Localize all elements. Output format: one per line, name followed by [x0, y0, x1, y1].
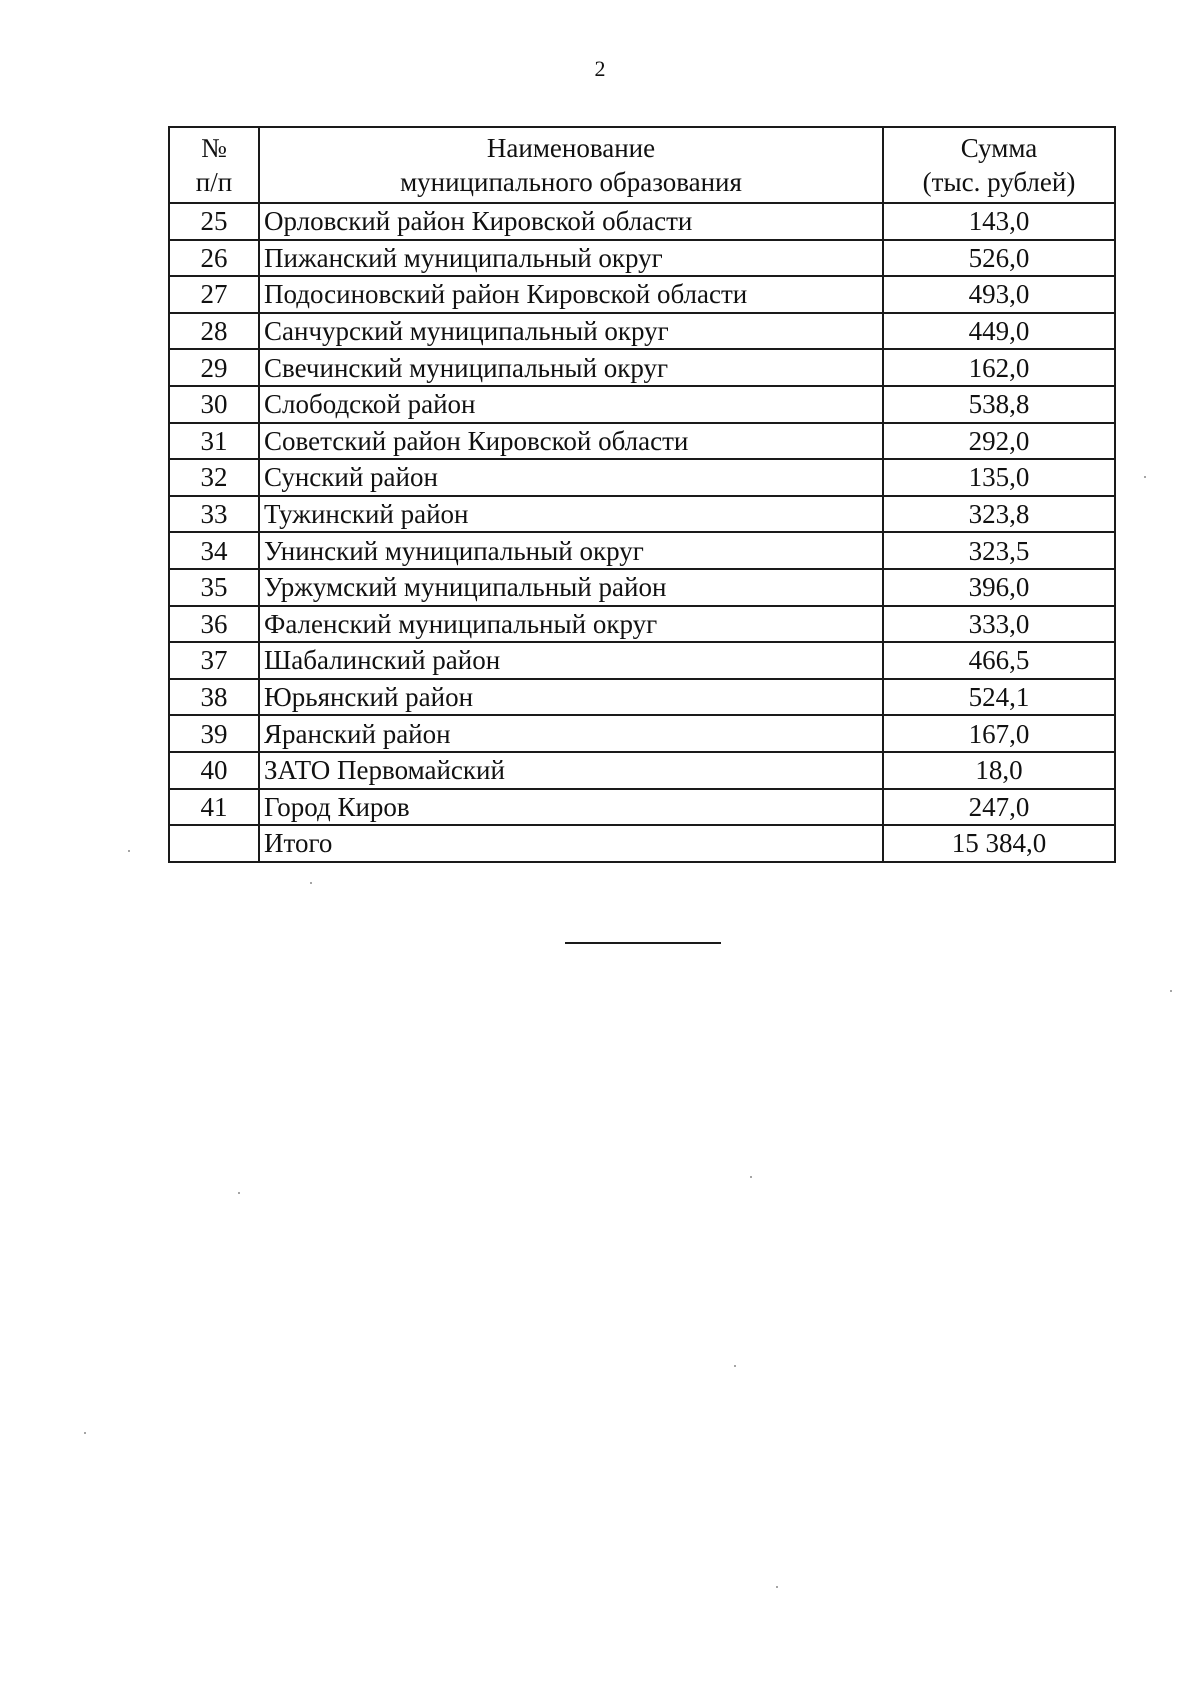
- row-name: Орловский район Кировской области: [259, 203, 883, 240]
- table-row: [169, 349, 1115, 386]
- table-row: [169, 496, 1115, 533]
- row-number: 40: [169, 752, 259, 789]
- table-row: [169, 423, 1115, 460]
- total-row: [169, 825, 1115, 862]
- row-number: 25: [169, 203, 259, 240]
- row-sum: 323,5: [883, 532, 1115, 569]
- row-name: Сунский район: [259, 459, 883, 496]
- header-name-line-1: Наименование: [486, 133, 656, 163]
- header-sum-line-1: Сумма: [960, 133, 1038, 163]
- table-row: [169, 679, 1115, 716]
- row-number: 29: [169, 349, 259, 386]
- row-name: Пижанский муниципальный округ: [259, 240, 883, 277]
- row-sum: 167,0: [883, 715, 1115, 752]
- row-name: Яранский район: [259, 715, 883, 752]
- total-label: Итого: [259, 825, 883, 862]
- row-sum: 247,0: [883, 789, 1115, 826]
- row-number: 37: [169, 642, 259, 679]
- table-header: [169, 127, 1115, 203]
- scan-speck: [238, 1192, 240, 1194]
- row-number: 35: [169, 569, 259, 606]
- row-number: 36: [169, 606, 259, 643]
- row-sum: 449,0: [883, 313, 1115, 350]
- row-name: Подосиновский район Кировской области: [259, 276, 883, 313]
- header-name: [259, 127, 883, 203]
- table-row: [169, 606, 1115, 643]
- table-row: [169, 752, 1115, 789]
- allocation-table: [168, 126, 1116, 863]
- table-body: [169, 203, 1115, 862]
- scan-speck: [84, 1432, 86, 1434]
- header-row: [169, 127, 1115, 203]
- row-name: Слободской район: [259, 386, 883, 423]
- row-number: 28: [169, 313, 259, 350]
- row-sum: 466,5: [883, 642, 1115, 679]
- end-rule: [565, 942, 721, 944]
- scan-speck: [1170, 990, 1172, 992]
- row-sum: 292,0: [883, 423, 1115, 460]
- row-number: 27: [169, 276, 259, 313]
- row-name: Свечинский муниципальный округ: [259, 349, 883, 386]
- row-name: ЗАТО Первомайский: [259, 752, 883, 789]
- table-row: [169, 642, 1115, 679]
- header-sum: [883, 127, 1115, 203]
- row-sum: 493,0: [883, 276, 1115, 313]
- table-row: [169, 569, 1115, 606]
- row-name: Фаленский муниципальный округ: [259, 606, 883, 643]
- row-sum: 135,0: [883, 459, 1115, 496]
- table-row: [169, 532, 1115, 569]
- row-sum: 538,8: [883, 386, 1115, 423]
- header-sum-line-2: (тыс. рублей): [922, 167, 1076, 197]
- row-name: Уржумский муниципальный район: [259, 569, 883, 606]
- row-number: 41: [169, 789, 259, 826]
- scan-speck: [734, 1365, 736, 1367]
- header-name-line-2: муниципального образования: [400, 167, 742, 197]
- scan-speck: [776, 1586, 778, 1588]
- scan-speck: [310, 882, 312, 884]
- header-num-line-2: п/п: [195, 167, 233, 197]
- row-name: Унинский муниципальный округ: [259, 532, 883, 569]
- scan-speck: [1144, 476, 1146, 478]
- row-name: Советский район Кировской области: [259, 423, 883, 460]
- row-sum: 526,0: [883, 240, 1115, 277]
- row-sum: 162,0: [883, 349, 1115, 386]
- table-row: [169, 386, 1115, 423]
- row-number: 31: [169, 423, 259, 460]
- row-number: 26: [169, 240, 259, 277]
- row-sum: 143,0: [883, 203, 1115, 240]
- table-row: [169, 276, 1115, 313]
- row-name: Шабалинский район: [259, 642, 883, 679]
- table-row: [169, 203, 1115, 240]
- scan-speck: [750, 1176, 752, 1178]
- table-row: [169, 240, 1115, 277]
- row-name: Город Киров: [259, 789, 883, 826]
- scan-speck: [128, 850, 130, 852]
- table-row: [169, 313, 1115, 350]
- row-number: 38: [169, 679, 259, 716]
- page-number: 2: [594, 56, 606, 81]
- row-sum: 524,1: [883, 679, 1115, 716]
- row-sum: 333,0: [883, 606, 1115, 643]
- header-num: [169, 127, 259, 203]
- total-number: [169, 825, 259, 862]
- row-sum: 396,0: [883, 569, 1115, 606]
- row-name: Тужинский район: [259, 496, 883, 533]
- table-row: [169, 789, 1115, 826]
- total-sum: 15 384,0: [883, 825, 1115, 862]
- row-sum: 323,8: [883, 496, 1115, 533]
- row-number: 32: [169, 459, 259, 496]
- row-number: 39: [169, 715, 259, 752]
- row-sum: 18,0: [883, 752, 1115, 789]
- row-number: 34: [169, 532, 259, 569]
- row-number: 30: [169, 386, 259, 423]
- row-number: 33: [169, 496, 259, 533]
- row-name: Санчурский муниципальный округ: [259, 313, 883, 350]
- header-num-line-1: №: [201, 133, 227, 163]
- row-name: Юрьянский район: [259, 679, 883, 716]
- table-row: [169, 715, 1115, 752]
- table-row: [169, 459, 1115, 496]
